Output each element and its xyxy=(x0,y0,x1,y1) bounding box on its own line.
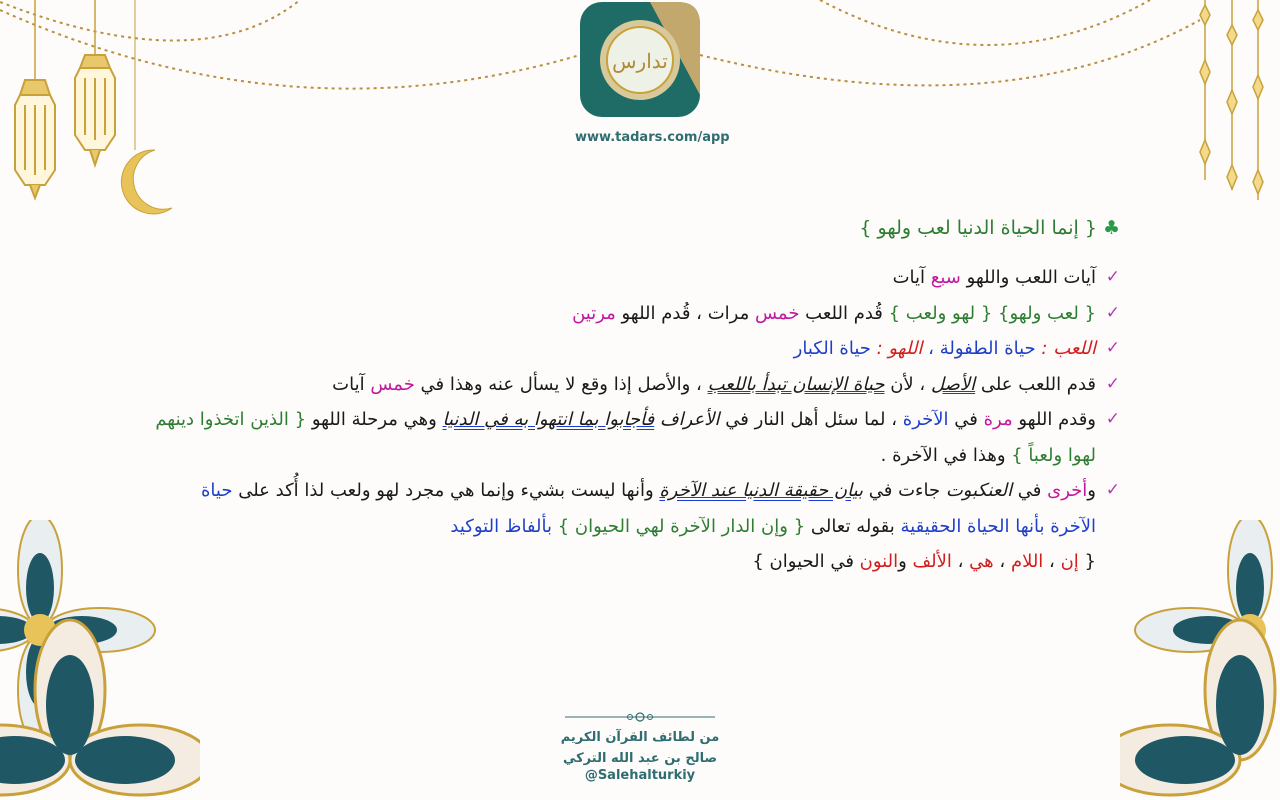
points-list xyxy=(150,260,1120,580)
svg-text:تدارس: تدارس xyxy=(612,49,668,73)
crescent-icon xyxy=(121,150,172,214)
main-content xyxy=(150,208,1120,580)
lantern-icon xyxy=(75,55,115,165)
footer-author-handle: @Salehalturkiy xyxy=(584,768,696,783)
footer-author-name: صالح بن عبد الله التركي xyxy=(562,751,718,766)
ornaments-right-decoration xyxy=(1180,0,1280,210)
checkmark-icon: ✓ xyxy=(1105,338,1120,358)
app-url: www.tadars.com/app xyxy=(575,130,730,145)
page-heading: ♣{ إنما الحياة الدنيا لعب ولهو } xyxy=(859,217,1120,239)
list-item: ✓ وقدم اللهو مرة في الآخرة ، لما سئل أهل النار في الأعراف فأجابوا بما انتهوا به في الدنيا وهي مرحلة اللهو { الذين اتخذوا دينهم لهوا ولعباً } وهذا في الآخرة . xyxy=(150,402,1120,473)
flower-right-decoration xyxy=(1120,520,1280,800)
checkmark-icon: ✓ xyxy=(1105,409,1120,429)
flower-left-decoration xyxy=(0,520,200,800)
footer-credits xyxy=(560,710,720,783)
list-item: ✓ آيات اللعب واللهو سبع آيات xyxy=(150,260,1120,296)
ornament-divider-icon xyxy=(565,710,715,724)
lanterns-left-decoration xyxy=(0,0,190,220)
checkmark-icon: ✓ xyxy=(1105,373,1120,394)
club-bullet-icon: ♣ xyxy=(1102,217,1120,239)
checkmark-icon: ✓ xyxy=(1105,480,1120,500)
checkmark-icon: ✓ xyxy=(1105,267,1120,287)
list-item: ✓ { لعب ولهو} { لهو ولعب } قُدم اللعب خمس مرات ، قُدم اللهو مرتين xyxy=(150,296,1120,332)
tadars-logo-icon xyxy=(575,0,705,122)
list-item: ✓ اللعب : حياة الطفولة ، اللهو : حياة الكبار xyxy=(150,331,1120,367)
list-item: ✓ وأخرى في العنكبوت جاءت في بيان حقيقة الدنيا عند الآخرة وأنها ليست بشيء وإنما هي مجرد لهو ولعب لذا أُكد على حياة الآخرة بأنها الحياة الحقيقية بقوله تعالى { وإن الدار الآخرة لهي الحيوان } بألفاظ التوكيد { إن ، اللام ، هي ، الألف والنون في الحيوان } xyxy=(150,473,1120,580)
list-item: ✓ قدم اللعب على الأصل ، لأن حياة الإنسان تبدأ باللعب ، والأصل إذا وقع لا يسأل عنه وهذا في خمس آيات xyxy=(150,367,1120,403)
checkmark-icon: ✓ xyxy=(1105,302,1120,323)
app-logo xyxy=(575,0,730,150)
lantern-icon xyxy=(15,80,55,198)
footer-series-title: من لطائف القرآن الكريم xyxy=(560,730,720,745)
